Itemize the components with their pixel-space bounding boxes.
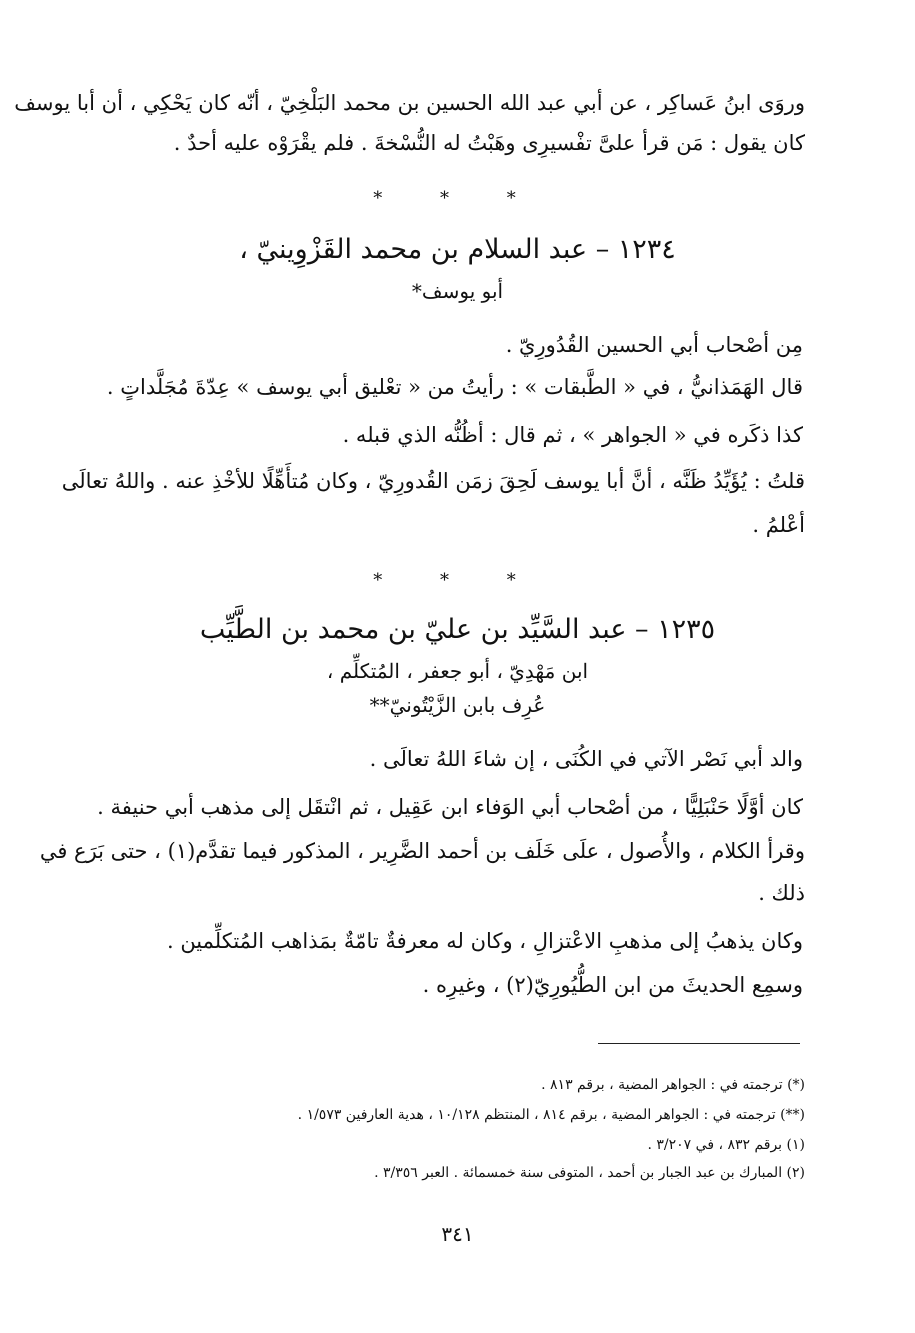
footnote-divider [598,1043,800,1044]
section-separator: * * * [373,188,542,209]
entry-1234-paragraph: قال الهَمَذانيُّ ، في « الطَّبقات » : رأيتُ من « تعْليق أبي يوسف » عِدّةَ مُجَلَّداتٍ . [106,375,803,399]
entry-1234-subtitle: أبو يوسف* [411,279,504,303]
entry-1235-subtitle: ابن مَهْدِيّ ، أبو جعفر ، المُتكلِّم ، [326,659,589,683]
entry-1235-paragraph: وقرأ الكلام ، والأُصول ، علَى خَلَف بن أحمد الضَّرِير ، المذكور فيما تقدَّم(١) ، حتى بَرَع في [39,839,805,863]
entry-1235-heading: ١٢٣٥ – عبد السَّيِّد بن عليّ بن محمد بن الطَّيِّب [199,614,716,645]
entry-1235-paragraph: وسمِع الحديثَ من ابن الطُّيُورِيّ(٢) ، وغيرِه . [422,973,803,997]
intro-line-2: كان يقول : مَن قرأ علىَّ تفْسيرِى وهَبْتُ له النُّسْخةَ . فلم يقْرَوْه عليه أحدٌ . [173,131,805,155]
footnote: (١) برقم ٨٣٢ ، في ٣/٢٠٧ . [647,1137,805,1153]
page-number: ٣٤١ [441,1222,474,1246]
footnote: (**) ترجمته في : الجواهر المضية ، برقم ٨١٤ ، المنتظم ١٠/١٢٨ ، هدية العارفين ١/٥٧٣ . [297,1107,805,1123]
entry-1234-paragraph-end: أعْلمُ . [752,513,805,537]
intro-line-1: وروَى ابنُ عَساكِر ، عن أبي عبد الله الحسين بن محمد البَلْخِيّ ، أنّه كان يَحْكِي ، أن أبا يوسف [14,91,805,115]
entry-1235-paragraph: كان أوَّلًا حَنْبَلِيًّا ، من أصْحاب أبي الوَفاء ابن عَقِيل ، ثم انْتقَل إلى مذهب أبي حنيفة . [97,795,803,819]
entry-1234-heading: ١٢٣٤ – عبد السلام بن محمد القَزْوِينيّ ، [239,234,676,265]
entry-1234-paragraph: مِن أصْحاب أبي الحسين القُدُورِيّ . [505,333,803,357]
entry-1235-subtitle: عُرِف بابن الزَّيْتُونيّ** [369,693,546,717]
entry-1234-paragraph: قلتُ : يُؤَيِّدُ ظَنَّه ، أنَّ أبا يوسف لَحِقَ زمَن القُدورِيّ ، وكان مُتأَهِّلًا للأخْذِ عنه . واللهُ تعالَى [61,469,805,493]
entry-1235-paragraph-end: ذلك . [758,881,805,905]
footnote: (*) ترجمته في : الجواهر المضية ، برقم ٨١٣ . [541,1077,805,1093]
entry-1235-paragraph: وكان يذهبُ إلى مذهبِ الاعْتزالِ ، وكان له معرفةٌ تامّةٌ بمَذاهب المُتكلِّمين . [166,929,803,953]
section-separator: * * * [373,570,542,591]
entry-1235-paragraph: والد أبي نَصْر الآتي في الكُنَى ، إن شاءَ اللهُ تعالَى . [369,747,803,771]
footnote: (٢) المبارك بن عبد الجبار بن أحمد ، المتوفى سنة خمسمائة . العبر ٣/٣٥٦ . [374,1165,805,1181]
entry-1234-paragraph: كذا ذكَره في « الجواهر » ، ثم قال : أظُنُّه الذي قبله . [342,423,803,447]
